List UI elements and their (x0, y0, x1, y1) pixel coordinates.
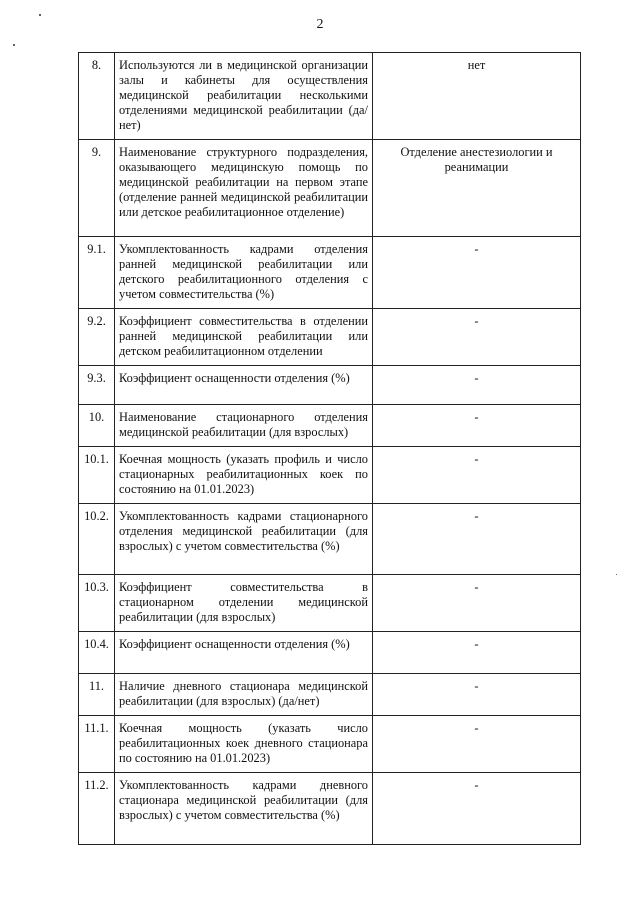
row-value: Отделение анестезиологии и реанимации (373, 140, 581, 237)
row-description: Коечная мощность (указать число реабилитационных коек дневного стационара по состоянию на 01.01.2023) (115, 716, 373, 773)
row-description: Укомплектованность кадрами отделения ранней медицинской реабилитации или детского реабилитационного отделения с учетом совместительства (%) (115, 237, 373, 309)
row-value: - (373, 575, 581, 632)
row-description: Используются ли в медицинской организации залы и кабинеты для осуществления медицинской реабилитации несколькими отделениями медицинской реабилитации (да/нет) (115, 53, 373, 140)
table-row (79, 773, 581, 845)
row-description: Укомплектованность кадрами стационарного отделения медицинской реабилитации (для взрослых) с учетом совместительства (%) (115, 504, 373, 575)
row-description: Коэффициент совместительства в стационарном отделении медицинской реабилитации (для взрослых) (115, 575, 373, 632)
table-row (79, 309, 581, 366)
table-row (79, 575, 581, 632)
row-description: Укомплектованность кадрами дневного стационара медицинской реабилитации (для взрослых) с учетом совместительства (%) (115, 773, 373, 845)
row-number: 8. (79, 53, 115, 140)
row-number: 11.1. (79, 716, 115, 773)
row-number: 10.3. (79, 575, 115, 632)
row-description: Наименование стационарного отделения медицинской реабилитации (для взрослых) (115, 405, 373, 447)
row-description: Коечная мощность (указать профиль и число стационарных реабилитационных коек по состоянию на 01.01.2023) (115, 447, 373, 504)
table-row (79, 674, 581, 716)
scan-speck (39, 14, 41, 16)
scan-speck (616, 574, 617, 575)
row-number: 9. (79, 140, 115, 237)
row-number: 10.2. (79, 504, 115, 575)
row-value: - (373, 773, 581, 845)
row-value: - (373, 366, 581, 405)
row-value: - (373, 504, 581, 575)
row-value: - (373, 674, 581, 716)
row-description: Наличие дневного стационара медицинской реабилитации (для взрослых) (да/нет) (115, 674, 373, 716)
row-number: 11.2. (79, 773, 115, 845)
row-number: 10.1. (79, 447, 115, 504)
row-value: - (373, 237, 581, 309)
row-value: - (373, 309, 581, 366)
row-value: нет (373, 53, 581, 140)
table-row (79, 405, 581, 447)
row-number: 9.2. (79, 309, 115, 366)
row-description: Коэффициент оснащенности отделения (%) (115, 632, 373, 674)
table-row (79, 140, 581, 237)
table-row (79, 716, 581, 773)
row-number: 10.4. (79, 632, 115, 674)
row-description: Наименование структурного подразделения, оказывающего медицинскую помощь по медицинской реабилитации на первом этапе (отделение ранней медицинской реабилитации или детское реабилитационное отделение) (115, 140, 373, 237)
row-number: 11. (79, 674, 115, 716)
table-row (79, 237, 581, 309)
row-number: 9.1. (79, 237, 115, 309)
row-value: - (373, 632, 581, 674)
criteria-table (78, 52, 581, 845)
scan-speck (13, 44, 15, 46)
table-row (79, 632, 581, 674)
table-row (79, 504, 581, 575)
row-value: - (373, 447, 581, 504)
row-description: Коэффициент совместительства в отделении ранней медицинской реабилитации или детском реабилитационном отделении (115, 309, 373, 366)
row-number: 9.3. (79, 366, 115, 405)
row-value: - (373, 405, 581, 447)
row-number: 10. (79, 405, 115, 447)
row-description: Коэффициент оснащенности отделения (%) (115, 366, 373, 405)
row-value: - (373, 716, 581, 773)
table-row (79, 366, 581, 405)
table-row (79, 447, 581, 504)
page-number: 2 (316, 17, 324, 32)
table-row (79, 53, 581, 140)
